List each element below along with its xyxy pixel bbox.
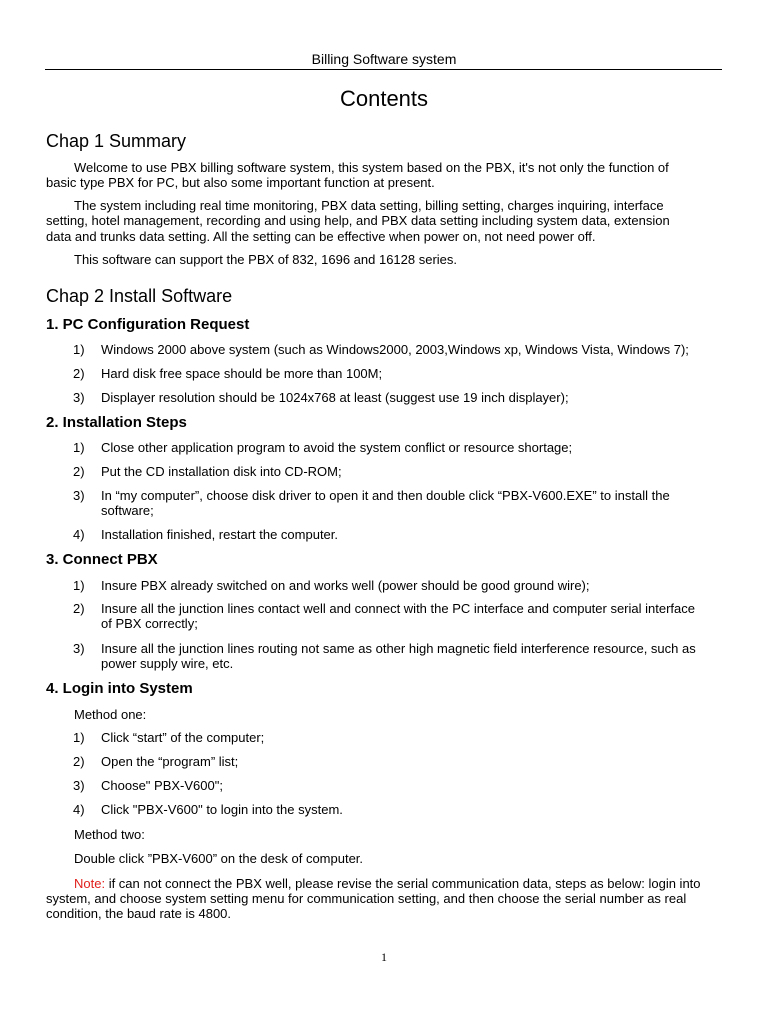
list-item-number: 1) — [73, 440, 85, 455]
section-login-heading: 4. Login into System — [46, 680, 193, 697]
list-item-number: 4) — [73, 527, 85, 542]
list-item-number: 1) — [73, 730, 85, 745]
list-item-text-line-2: of PBX correctly; — [101, 616, 198, 631]
list-item-text: Put the CD installation disk into CD-ROM; — [101, 464, 342, 479]
chapter-2-heading: Chap 2 Install Software — [46, 286, 233, 306]
list-item-text: Close other application program to avoid the system conflict or resource shortage; — [101, 440, 573, 455]
list-item-text-line-2: power supply wire, etc. — [101, 656, 234, 671]
chap1-paragraph-2-line-2: setting, hotel management, recording and using help, and PBX data setting including system data, extension — [46, 213, 670, 228]
chapter-1-heading: Chap 1 Summary — [46, 131, 187, 151]
chap1-paragraph-1-line-2: basic type PBX for PC, but also some important function at present. — [46, 175, 435, 190]
list-item-text: Windows 2000 above system (such as Windows2000, 2003,Windows xp, Windows Vista, Windows 7); — [101, 342, 689, 357]
method-two-text: Double click ”PBX-V600” on the desk of computer. — [74, 851, 364, 866]
chap1-paragraph-3: This software can support the PBX of 832, 1696 and 16128 series. — [74, 252, 458, 267]
page-number: 1 — [381, 950, 387, 964]
list-item-number: 2) — [73, 754, 85, 769]
note-line-3: condition, the baud rate is 4800. — [46, 906, 232, 921]
running-header: Billing Software system — [311, 51, 457, 67]
list-item-text: Click “start” of the computer; — [101, 730, 265, 745]
list-item-number: 1) — [73, 578, 85, 593]
chap1-paragraph-2-line-1: The system including real time monitoring, PBX data setting, billing setting, charges inquiring, interface — [74, 198, 664, 213]
note-label: Note: — [74, 876, 106, 891]
list-item-text-line-2: software; — [101, 503, 154, 518]
page-title: Contents — [339, 86, 429, 111]
list-item-number: 2) — [73, 366, 85, 381]
list-item-number: 1) — [73, 342, 85, 357]
list-item-text: Click "PBX-V600" to login into the system. — [101, 802, 343, 817]
list-item-number: 2) — [73, 601, 85, 616]
list-item-text-line-1: In “my computer”, choose disk driver to open it and then double click “PBX-V600.EXE” to install the — [101, 488, 670, 503]
list-item-text: Choose" PBX-V600"; — [101, 778, 223, 793]
header-divider — [45, 69, 722, 70]
list-item-text: Insure PBX already switched on and works well (power should be good ground wire); — [101, 578, 590, 593]
section-pc-configuration-heading: 1. PC Configuration Request — [46, 316, 250, 333]
note-text: if can not connect the PBX well, please revise the serial communication data, steps as below: login into — [105, 876, 701, 891]
section-connect-pbx-heading: 3. Connect PBX — [46, 551, 158, 568]
note-line-1 — [74, 876, 701, 891]
list-item-number: 2) — [73, 464, 85, 479]
chap1-paragraph-1-line-1: Welcome to use PBX billing software system, this system based on the PBX, it's not only the function of — [74, 160, 669, 175]
section-installation-steps-heading: 2. Installation Steps — [46, 414, 187, 431]
list-item-number: 3) — [73, 778, 85, 793]
chap1-paragraph-2-line-3: data and trunks data setting. All the setting can be effective when power on, not need power off. — [46, 229, 596, 244]
method-one-label: Method one: — [74, 707, 147, 722]
list-item-text-line-1: Insure all the junction lines contact well and connect with the PC interface and computer serial interface — [101, 601, 695, 616]
list-item-number: 3) — [73, 488, 85, 503]
list-item-text-line-1: Insure all the junction lines routing not same as other high magnetic field interference resource, such as — [101, 641, 696, 656]
list-item-text: Open the “program” list; — [101, 754, 239, 769]
list-item-text: Installation finished, restart the computer. — [101, 527, 339, 542]
method-two-label: Method two: — [74, 827, 145, 842]
list-item-text: Displayer resolution should be 1024x768 at least (suggest use 19 inch displayer); — [101, 390, 569, 405]
list-item-number: 3) — [73, 641, 85, 656]
list-item-text: Hard disk free space should be more than 100M; — [101, 366, 383, 381]
list-item-number: 3) — [73, 390, 85, 405]
note-line-2: system, and choose system setting menu for communication setting, and then choose the serial number as real — [46, 891, 687, 906]
list-item-number: 4) — [73, 802, 85, 817]
